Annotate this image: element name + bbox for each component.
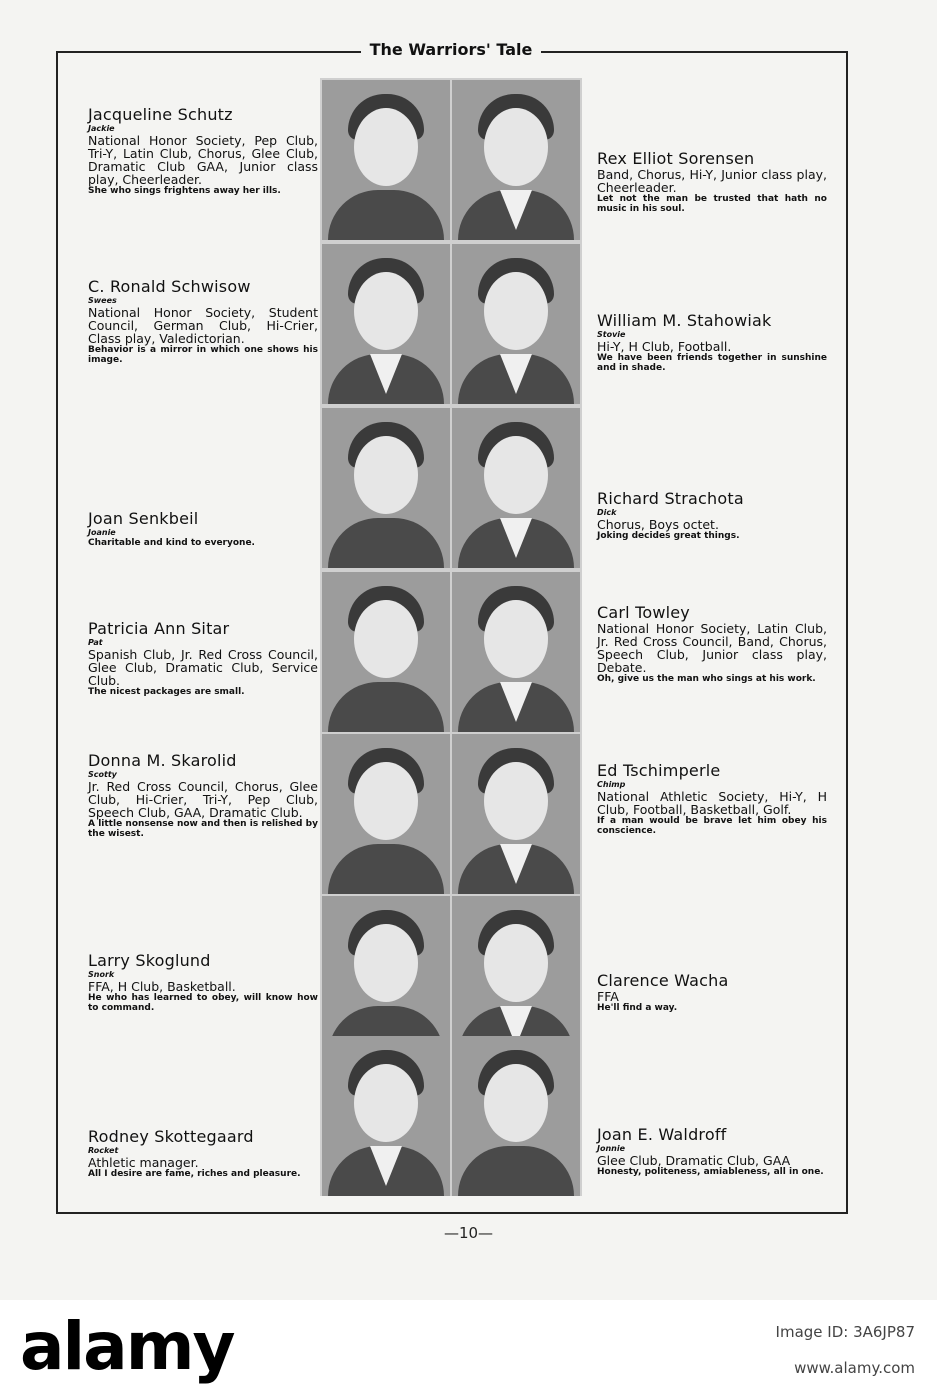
student-name: C. Ronald Schwisow [88,277,251,296]
student-name: Clarence Wacha [597,971,729,990]
student-name: William M. Stahowiak [597,311,772,330]
student-entry [88,106,318,196]
student-nickname: Joanie [88,528,116,537]
student-nickname: Jackie [88,124,115,133]
student-entry [597,150,827,214]
photo-column [320,78,582,1196]
student-entry [88,1128,318,1179]
student-entry [597,490,827,541]
student-nickname: Chimp [597,780,626,789]
portrait-photo [322,244,450,404]
student-activities: Hi-Y, H Club, Football. [597,339,732,354]
student-activities: Glee Club, Dramatic Club, GAA [597,1153,791,1168]
student-name: Ed Tschimperle [597,761,721,780]
student-quote: All I desire are fame, riches and pleasure. [88,1169,301,1179]
student-quote: She who sings frightens away her ills. [88,186,281,196]
student-quote: Behavior is a mirror in which one shows his image. [88,345,318,365]
student-name: Donna M. Skarolid [88,751,237,770]
portrait-photo [322,80,450,240]
student-entry [88,620,318,697]
portrait-photo [322,408,450,568]
student-quote: He who has learned to obey, will know how to command. [88,993,318,1013]
student-nickname: Scotty [88,770,117,779]
student-quote: A little nonsense now and then is relished by the wisest. [88,819,318,839]
student-entry [88,278,318,365]
image-id: Image ID: 3A6JP87 [775,1323,915,1341]
student-nickname: Pat [88,638,103,647]
student-entry [88,752,318,839]
student-name: Jacqueline Schutz [88,105,233,124]
page-number: —10— [443,1224,494,1242]
student-name: Larry Skoglund [88,951,211,970]
student-name: Richard Strachota [597,489,744,508]
portrait-photo [322,896,450,1056]
portrait-photo [452,408,580,568]
student-activities: Band, Chorus, Hi-Y, Junior class play, Cheerleader. [597,167,827,195]
student-name: Rodney Skottegaard [88,1127,254,1146]
student-activities: National Athletic Society, Hi-Y, H Club, Football, Basketball, Golf. [597,789,827,817]
student-quote: Charitable and kind to everyone. [88,538,255,548]
student-quote: He'll find a way. [597,1003,678,1013]
portrait-photo [452,734,580,894]
student-name: Joan Senkbeil [88,509,199,528]
portrait-photo [452,1036,580,1196]
watermark-banner [0,1300,937,1390]
student-nickname: Snork [88,970,115,979]
student-nickname: Stovie [597,330,626,339]
student-nickname: Swees [88,296,117,305]
student-nickname: Dick [597,508,617,517]
student-entry [597,762,827,836]
student-activities: National Honor Society, Latin Club, Jr. Red Cross Council, Band, Chorus, Speech Club, Junior class play, Debate. [597,621,827,675]
site-url: www.alamy.com [794,1359,915,1377]
student-entry [88,510,318,548]
student-quote: We have been friends together in sunshine and in shade. [597,353,827,373]
student-entry [597,604,827,684]
student-name: Joan E. Waldroff [597,1125,727,1144]
portrait-photo [322,734,450,894]
student-entry [597,1126,827,1177]
portrait-photo [452,896,580,1056]
student-name: Rex Elliot Sorensen [597,149,755,168]
student-entry [88,952,318,1013]
student-name: Patricia Ann Sitar [88,619,230,638]
student-activities: Chorus, Boys octet. [597,517,719,532]
portrait-photo [452,244,580,404]
student-activities: Spanish Club, Jr. Red Cross Council, Glee Club, Dramatic Club, Service Club. [88,647,318,688]
portrait-photo [452,572,580,732]
student-activities: Athletic manager. [88,1155,199,1170]
student-quote: If a man would be brave let him obey his conscience. [597,816,827,836]
student-quote: Honesty, politeness, amiableness, all in one. [597,1167,824,1177]
student-nickname: Jonnie [597,1144,626,1153]
student-activities: FFA, H Club, Basketball. [88,979,236,994]
student-activities: FFA [597,989,619,1004]
alamy-logo: alamy [20,1308,234,1385]
student-activities: National Honor Society, Student Council, German Club, Hi-Crier, Class play, Valedictorian. [88,305,318,346]
student-nickname: Rocket [88,1146,119,1155]
student-quote: The nicest packages are small. [88,687,245,697]
student-activities: Jr. Red Cross Council, Chorus, Glee Club, Hi-Crier, Tri-Y, Pep Club, Speech Club, GAA, Dramatic Club. [88,779,318,820]
student-name: Carl Towley [597,603,690,622]
student-entry [597,972,827,1013]
portrait-photo [322,1036,450,1196]
student-activities: National Honor Society, Pep Club, Tri-Y, Latin Club, Chorus, Glee Club, Dramatic Club GAA, Junior class play, Cheerleader. [88,133,318,187]
student-quote: Let not the man be trusted that hath no music in his soul. [597,194,827,214]
portrait-photo [452,80,580,240]
student-quote: Joking decides great things. [597,531,740,541]
watermark-info [776,1314,915,1386]
student-quote: Oh, give us the man who sings at his work. [597,674,816,684]
student-entry [597,312,827,373]
page-title: The Warriors' Tale [369,40,533,59]
portrait-photo [322,572,450,732]
